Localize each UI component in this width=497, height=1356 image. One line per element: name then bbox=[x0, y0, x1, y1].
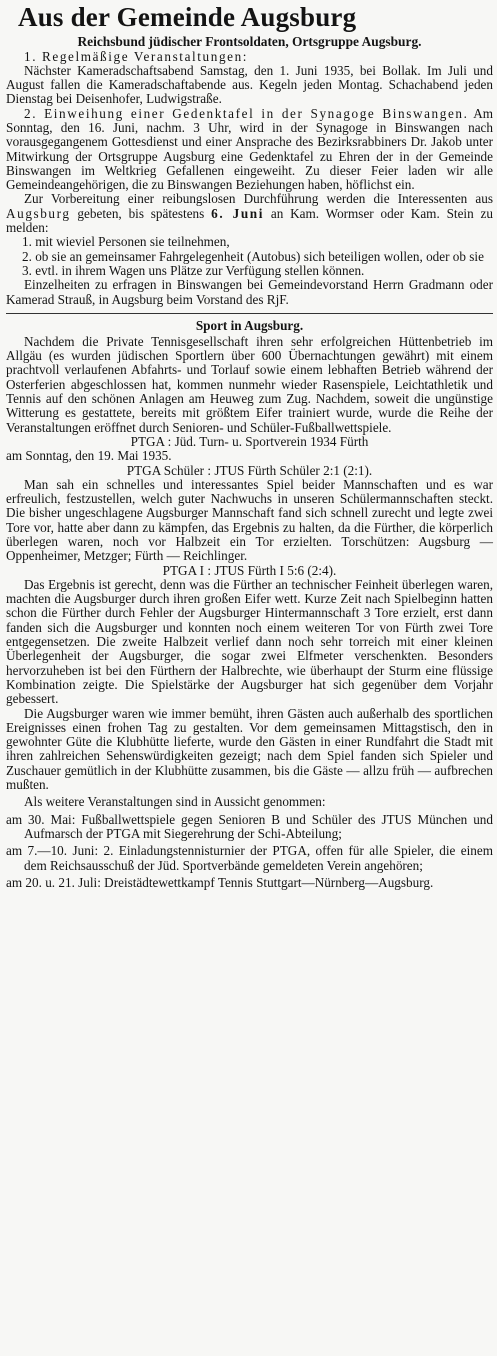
preparation-text-b: gebeten, bis spätestens bbox=[70, 205, 212, 221]
section1-heading-text: 1. Regelmäßige Veranstaltungen: bbox=[24, 48, 249, 64]
section2-heading: 2. Einweihung einer Gedenktafel in der Synagoge Binswangen. bbox=[24, 105, 469, 121]
list-item: 2. ob sie an gemeinsamer Fahrgelegenheit (Autobus) sich beteiligen wollen, oder ob sie bbox=[22, 248, 484, 264]
section-divider bbox=[6, 313, 493, 314]
preparation-paragraph bbox=[6, 192, 493, 235]
further-events-intro: Als weitere Veranstaltungen sind in Aussicht genommen: bbox=[24, 794, 326, 810]
preparation-text-a: Zur Vorbereitung einer reibungslosen Durchführung werden die Interessenten aus bbox=[24, 191, 493, 207]
match1-heading: PTGA : Jüd. Turn- u. Sportverein 1934 Fürth bbox=[130, 433, 369, 449]
event-item: am 20. u. 21. Juli: Dreistädtewettkampf Tennis Stuttgart—Nürnberg—Augsburg. bbox=[6, 874, 434, 890]
section2-paragraph bbox=[6, 107, 493, 193]
preparation-city: Augsburg bbox=[6, 205, 71, 221]
list-item: 1. mit wieviel Personen sie teilnehmen, bbox=[22, 234, 230, 250]
section2-text: Am Sonntag, den 16. Juni, nachm. 3 Uhr, wird in der Synagoge in Binswangen nach vorausgegangenem Gottesdienst und einer Ansprache des Bezirksrabbiners Dr. Jakob unter Mitwirkung der Ortsgruppe Augsburg eine Gedenktafel zu Ehren der in der Gemeinde Binswangen im Weltkrieg Gefallenen eingeweiht. Zu dieser Feier laden wir alle Gemeindeangehörigen, die zu Binswangen Beziehungen haben, höflichst ein. bbox=[6, 105, 493, 193]
sport-intro: Nachdem die Private Tennisgesellschaft ihren sehr erfolgreichen Hüttenbetrieb im Allgäu (es wurden jüdischen Sportlern über 600 Übernachtungen gewährt) mit einem prachtvoll verlaufenen Abfahrts- und Torlauf sowie einem lebhaften Betrieb während der Osterferien abgeschlossen hat, kommen nunmehr wieder Rasenspiele, Leichtathletik und Tennis auf den schönen Anlagen am Heuweg zum Zug. Nachdem, soweit die ungünstige Witterung es gestattete, bereits mit größtem Eifer trainiert wurde, wurde die Reihe der Veranstaltungen eröffnet durch Senioren- und Schüler-Fußballwettspiele. bbox=[6, 333, 493, 435]
rjf-heading: Reichsbund jüdischer Frontsoldaten, Ortsgruppe Augsburg. bbox=[77, 34, 422, 49]
section1-heading bbox=[6, 50, 493, 64]
preparation-date: 6. Juni bbox=[211, 205, 264, 221]
match3-report: Das Ergebnis ist gerecht, denn was die Fürther an technischer Feinheit überlegen waren, machten die Augsburger durch ihren großen Eifer wett. Kurze Zeit nach Spielbeginn hatten schon die Fürther durch Fehler der Augsburger Hintermannschaft 3 Tore erzielt, erst dann fanden sich die Augsburger und konnten noch einem weiteren Tor von Fürth zwei Tore entgegensetzen. Die zweite Halbzeit verlief dann noch sehr torreich mit einer kleinen Überlegenheit der Augsburger, die sogar zwei Elfmeter verschenkten. Besonders hervorzuheben ist bei den Fürthern der Halbrechte, wie überhaupt der Sturm eine flüssige Kombination zeigte. Die Spielstärke der Augsburger hat sich gegenüber dem Vorjahr gebessert. bbox=[6, 576, 493, 707]
section1-text: Nächster Kameradschaftsabend Samstag, den 1. Juni 1935, bei Bollak. Im Juli und August fallen die Kameradschaftabende aus. Kegeln jeden Montag. Schachabend jeden Dienstag bei Deisenhofer, Ludwigstraße. bbox=[6, 62, 493, 107]
sport-heading: Sport in Augsburg. bbox=[195, 317, 304, 333]
preparation-details: Einzelheiten zu erfragen in Binswangen bei Gemeindevorstand Herrn Gradmann oder Kamerad Strauß, in Augsburg beim Vorstand des RjF. bbox=[6, 277, 493, 307]
sport-closing: Die Augsburger waren wie immer bemüht, ihren Gästen auch außerhalb des sportlichen Ereignisses einen frohen Tag zu gestalten. Vor dem gemeinsamen Mittagstisch, den in gewohnter Güte die Klubhütte lieferte, wurde den Gästen in einer Rundfahrt die Stadt mit ihren zahlreichen Sehenswürdigkeiten gezeigt; nach dem Spiel fanden sich Spieler und Zuschauer gemütlich in der Klubhütte zusammen, bis die Gäste — allzu früh — aufbrechen mußten. bbox=[6, 705, 493, 793]
list-item: 3. evtl. in ihrem Wagen uns Plätze zur Verfügung stellen können. bbox=[22, 262, 365, 278]
match2-heading: PTGA Schüler : JTUS Fürth Schüler 2:1 (2:1). bbox=[126, 462, 373, 478]
preparation-text-c: an Kam. Wormser oder Kam. Stein zu melden: bbox=[6, 205, 493, 236]
match3-heading: PTGA I : JTUS Fürth I 5:6 (2:4). bbox=[162, 562, 337, 578]
match1-date: am Sonntag, den 19. Mai 1935. bbox=[6, 448, 172, 464]
preparation-list bbox=[6, 235, 493, 278]
event-item: am 30. Mai: Fußballwettspiele gegen Senioren B und Schüler des JTUS München und Aufmarsch der PTGA mit Siegerehrung der Schi-Abteilung; bbox=[6, 811, 493, 841]
match2-report: Man sah ein schnelles und interessantes Spiel beider Mannschaften und es war erfreulich, festzustellen, welch guter Nachwuchs in unseren Schülermannschaften steckt. Die bisher ungeschlagene Augsburger Mannschaft fand sich schnell zurecht und legte zwei Tore vor, hatte aber dann zu kämpfen, das Ergebnis zu halten, da die Fürther, die körperlich überlegen waren, noch vor Halbzeit ein Tor erzielten. Torschützen: Augsburg — Oppenheimer, Metzger; Fürth — Reichlinger. bbox=[6, 476, 493, 564]
page-title: Aus der Gemeinde Augsburg bbox=[18, 2, 357, 32]
event-item: am 7.—10. Juni: 2. Einladungstennisturnier der PTGA, offen für alle Spieler, die einem dem Reichsausschuß der Jüd. Sportverbände gemeldeten Verein angehören; bbox=[6, 843, 493, 873]
